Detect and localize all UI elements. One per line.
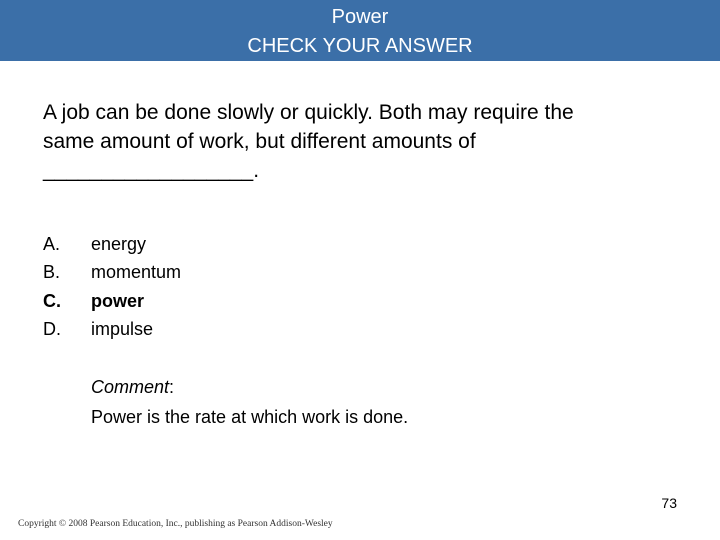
- question-line-2: same amount of work, but different amounts of: [43, 130, 476, 153]
- page-number: 73: [661, 495, 677, 511]
- slide-subtitle: CHECK YOUR ANSWER: [247, 35, 473, 57]
- option-text: impulse: [91, 319, 154, 339]
- option-letter: C.: [43, 291, 61, 311]
- question-line-1: A job can be done slowly or quickly. Both may require the: [43, 101, 574, 124]
- comment-colon: :: [169, 377, 175, 397]
- option-text: power: [91, 291, 145, 311]
- comment-heading: [91, 372, 671, 402]
- option-a: [0, 230, 400, 258]
- option-b: [0, 258, 400, 286]
- question-blank: __________________.: [43, 159, 260, 182]
- option-text: momentum: [91, 262, 182, 282]
- option-c-correct: [0, 287, 400, 315]
- option-letter: B.: [43, 262, 61, 282]
- question-text: [43, 98, 683, 185]
- comment-label: Comment: [91, 377, 170, 397]
- slide-header: [0, 0, 720, 61]
- option-text: energy: [91, 234, 147, 254]
- answer-comment: [91, 372, 671, 432]
- option-d: [0, 315, 400, 343]
- option-letter: D.: [43, 319, 61, 339]
- copyright-notice: Copyright © 2008 Pearson Education, Inc., publishing as Pearson Addison-Wesley: [18, 519, 333, 529]
- option-letter: A.: [43, 234, 61, 254]
- slide-title: Power: [331, 6, 389, 28]
- comment-text: Power is the rate at which work is done.: [91, 407, 409, 427]
